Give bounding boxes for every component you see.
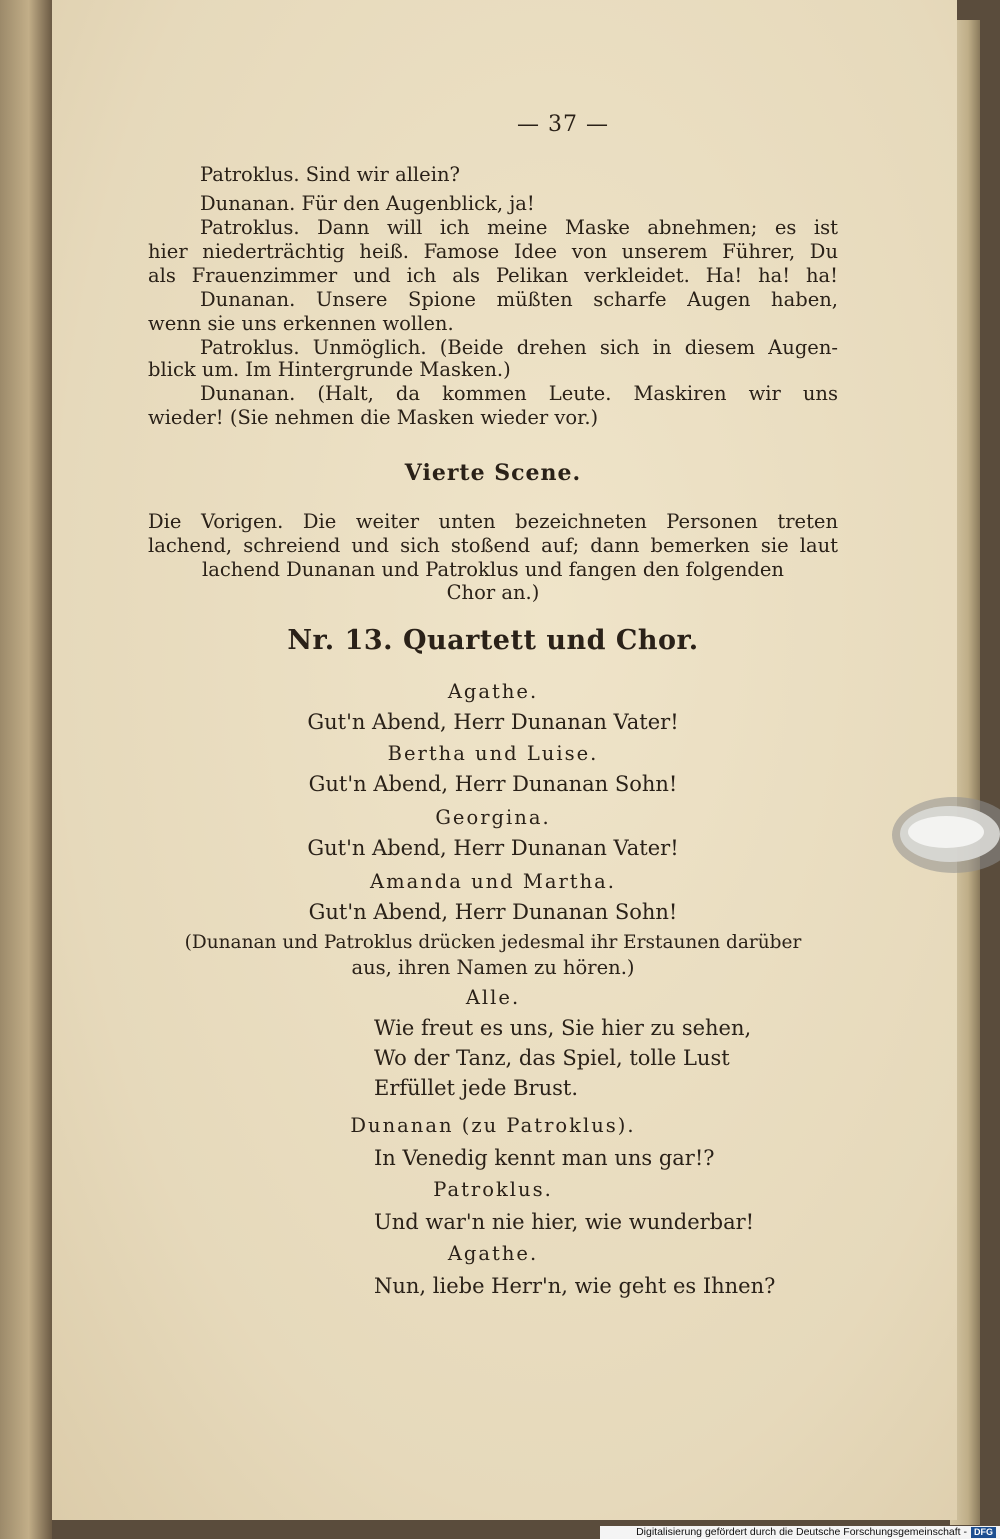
- sung-line: Gut'n Abend, Herr Dunanan Vater!: [307, 710, 679, 734]
- page-clip: [892, 790, 1000, 880]
- sung-line: Gut'n Abend, Herr Dunanan Sohn!: [308, 900, 678, 924]
- book-page: [52, 0, 957, 1520]
- dialogue-line: wenn sie uns erkennen wollen.: [148, 312, 454, 335]
- verse-line: In Venedig kennt man uns gar!?: [374, 1146, 715, 1170]
- speaker-name: Agathe.: [447, 680, 539, 703]
- number-heading: Nr. 13. Quartett und Chor.: [287, 625, 699, 656]
- dialogue-line: als Frauenzimmer und ich als Pelikan verkleidet. Ha! ha! ha!: [148, 264, 838, 287]
- verse-line: Und war'n nie hier, wie wunderbar!: [374, 1210, 755, 1234]
- dialogue-line: Patroklus. Sind wir allein?: [200, 163, 460, 186]
- speaker-name: Alle.: [465, 986, 521, 1009]
- speaker-name: Dunanan (zu Patroklus).: [350, 1114, 636, 1137]
- stage-direction-line: aus, ihren Namen zu hören.): [351, 956, 635, 979]
- stage-direction-line: Chor an.): [446, 581, 540, 604]
- dialogue-line: Patroklus. Unmöglich. (Beide drehen sich in diesem Augen-: [200, 336, 838, 359]
- verse-line: Wo der Tanz, das Spiel, tolle Lust: [374, 1046, 730, 1070]
- speaker-name: Amanda und Martha.: [370, 870, 616, 893]
- speaker-name: Patroklus.: [433, 1178, 553, 1201]
- speaker-name: Georgina.: [435, 806, 551, 829]
- dialogue-line: Dunanan. (Halt, da kommen Leute. Maskiren wir uns: [200, 382, 838, 405]
- dialogue-line: blick um. Im Hintergrunde Masken.): [148, 358, 511, 381]
- dialogue-line: hier niederträchtig heiß. Famose Idee von unserem Führer, Du: [148, 240, 838, 263]
- dfg-logo: DFG: [971, 1527, 996, 1538]
- verse-line: Erfüllet jede Brust.: [374, 1076, 579, 1100]
- sung-line: Gut'n Abend, Herr Dunanan Vater!: [307, 836, 679, 860]
- dialogue-line: Dunanan. Für den Augenblick, ja!: [200, 192, 535, 215]
- speaker-name: Agathe.: [447, 1242, 539, 1265]
- digitization-footer: [600, 1526, 1000, 1539]
- verse-line: Wie freut es uns, Sie hier zu sehen,: [374, 1016, 752, 1040]
- page-number: — 37 —: [517, 112, 609, 137]
- dialogue-line: Dunanan. Unsere Spione müßten scharfe Augen haben,: [200, 288, 838, 311]
- verse-line: Nun, liebe Herr'n, wie geht es Ihnen?: [374, 1274, 776, 1298]
- sung-line: Gut'n Abend, Herr Dunanan Sohn!: [308, 772, 678, 796]
- scene-heading: Vierte Scene.: [404, 460, 582, 486]
- book-gutter: [0, 0, 52, 1539]
- speaker-name: Bertha und Luise.: [387, 742, 599, 765]
- stage-direction-line: lachend Dunanan und Patroklus und fangen den folgenden: [202, 558, 784, 581]
- dialogue-line: wieder! (Sie nehmen die Masken wieder vor.): [148, 406, 599, 429]
- stage-direction-line: (Dunanan und Patroklus drücken jedesmal ihr Erstaunen darüber: [184, 932, 802, 953]
- stage-direction-line: lachend, schreiend und sich stoßend auf; dann bemerken sie laut: [148, 534, 838, 557]
- footer-text: Digitalisierung gefördert durch die Deutsche Forschungsgemeinschaft -: [636, 1526, 967, 1538]
- stage-direction-line: Die Vorigen. Die weiter unten bezeichneten Personen treten: [148, 510, 838, 533]
- dialogue-line: Patroklus. Dann will ich meine Maske abnehmen; es ist: [200, 216, 838, 239]
